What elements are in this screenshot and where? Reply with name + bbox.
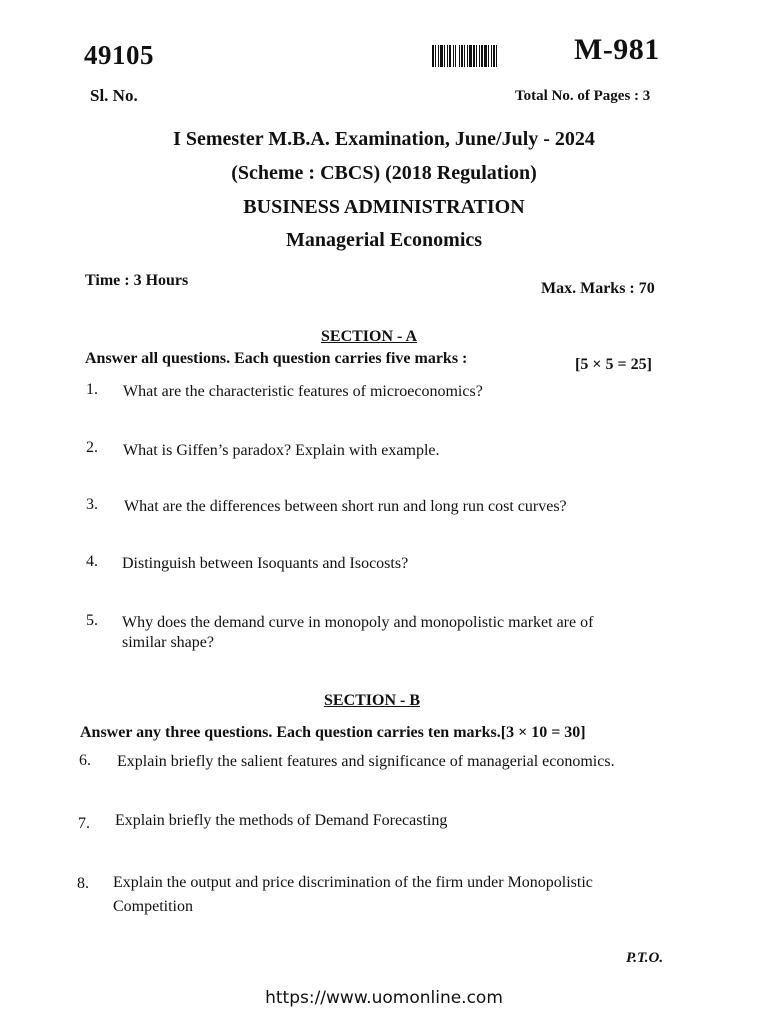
time-allowed: Time : 3 Hours [85,272,189,289]
section-a-marks: [5 × 5 = 25] [575,356,652,373]
question-text: Explain the output and price discrimination of the firm under Monopolistic [113,874,593,891]
exam-scheme: (Scheme : CBCS) (2018 Regulation) [231,162,537,184]
paper-code: 49105 [84,40,154,70]
paper-name: Managerial Economics [285,229,483,251]
please-turn-over: P.T.O. [626,950,664,966]
question-text: Explain briefly the salient features and significance of managerial economics. [117,753,615,770]
subject-name: BUSINESS ADMINISTRATION [243,196,525,218]
source-url: https://www.uomonline.com [265,988,503,1008]
question-text: What are the characteristic features of microeconomics? [123,383,483,400]
question-number: 1. [86,381,98,398]
question-text: What is Giffen’s paradox? Explain with example. [123,442,440,459]
question-number: 2. [86,439,98,456]
question-number: 6. [79,752,91,769]
serial-number-label: Sl. No. [90,86,138,105]
question-number: 5. [86,612,98,629]
section-a-heading: SECTION - A [321,328,418,345]
question-text: Distinguish between Isoquants and Isocosts? [122,555,409,572]
question-number: 7. [78,815,90,832]
question-text-continued: Competition [113,898,193,915]
question-text: Why does the demand curve in monopoly and monopolistic market are of [122,614,594,631]
total-pages: Total No. of Pages : 3 [515,88,651,104]
section-b-heading: SECTION - B [324,692,421,709]
section-a-instruction: Answer all questions. Each question carries five marks : [85,350,468,367]
question-number: 4. [86,553,98,570]
exam-title: I Semester M.B.A. Examination, June/July - 2024 [173,128,595,150]
section-b-instruction: Answer any three questions. Each question carries ten marks.[3 × 10 = 30] [80,724,586,741]
question-text: Explain briefly the methods of Demand Forecasting [115,812,448,829]
max-marks: Max. Marks : 70 [541,280,655,297]
question-number: 3. [86,496,98,513]
exam-code: M-981 [574,33,660,66]
question-number: 8. [77,875,89,892]
question-text: What are the differences between short run and long run cost curves? [124,498,567,515]
question-text-continued: similar shape? [122,634,214,651]
barcode-stripe [497,45,500,67]
barcode [432,45,528,67]
